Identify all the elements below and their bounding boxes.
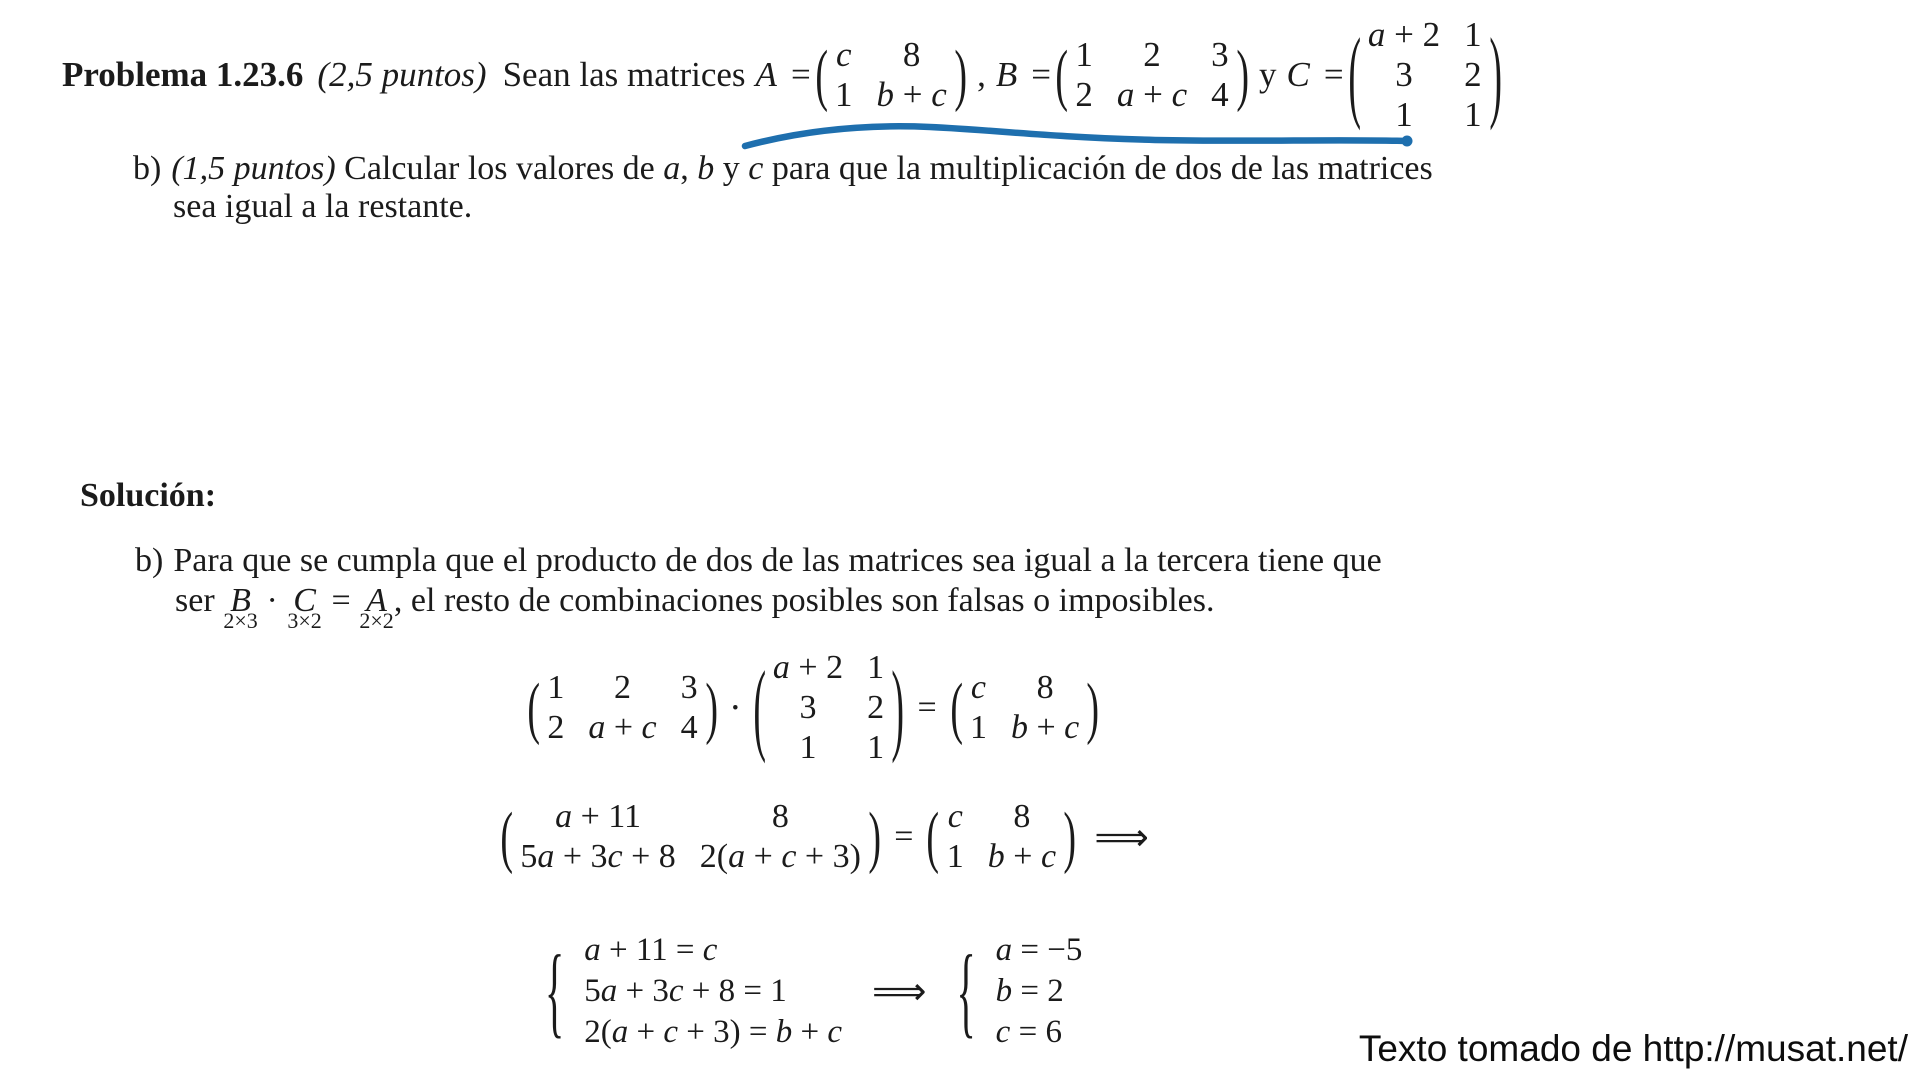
- matrix-c-symbol: C: [293, 582, 316, 619]
- var-c: c: [748, 150, 764, 187]
- matrix-cell: 1: [867, 649, 885, 686]
- item-marker: b): [133, 150, 162, 187]
- matrix-cell: b + c: [876, 75, 947, 114]
- part-points: (1,5 puntos): [171, 150, 336, 187]
- matrix-cell: b + c: [1010, 709, 1080, 746]
- matrix-cell: 3: [1211, 35, 1229, 74]
- matrix-a-symbol: A: [366, 582, 387, 619]
- system-equation: 2(a + c + 3) = b + c: [584, 1014, 842, 1050]
- equals-sign: =: [894, 818, 914, 855]
- matrix-cell: 8: [1013, 798, 1031, 835]
- matrix-cell: 2: [547, 709, 565, 746]
- matrix-cell: a + c: [1116, 75, 1188, 114]
- equation-system: [545, 930, 1082, 1053]
- comma: ,: [680, 150, 689, 187]
- problem-title: Problema 1.23.6: [62, 55, 304, 94]
- matrix-cell: 1: [1075, 35, 1093, 74]
- matrix-c-with-dim: [287, 581, 322, 633]
- system-equation: 5a + 3c + 8 = 1: [584, 973, 787, 1009]
- matrix-a-cells: [947, 797, 1056, 877]
- question-part-b: [133, 150, 1433, 226]
- equals-sign: =: [917, 689, 937, 726]
- multiplication-dot: ·: [728, 687, 742, 729]
- equation-expanded: [500, 797, 1149, 877]
- matrix-cell: 1: [1464, 95, 1482, 134]
- matrix-cell: c: [947, 798, 963, 835]
- left-paren: (: [926, 797, 940, 875]
- matrix-cell: 2(a + c + 3): [699, 838, 861, 875]
- matrix-cell: a + 11: [555, 798, 642, 835]
- matrix-cell: 8: [902, 35, 921, 74]
- matrix-cell: 3: [680, 669, 698, 706]
- matrix-cell: 1: [969, 709, 987, 746]
- source-watermark: Texto tomado de http://musat.net/: [1358, 1028, 1908, 1069]
- matrix-cell: 3: [1395, 55, 1413, 94]
- left-paren: (: [1347, 15, 1361, 132]
- matrix-cell: c: [970, 669, 986, 706]
- right-paren: ): [954, 35, 967, 113]
- matrix-b-symbol: B: [995, 55, 1018, 94]
- equals-sign: =: [1031, 55, 1052, 94]
- solution-line-2: [175, 581, 1382, 633]
- right-paren: ): [1063, 797, 1077, 875]
- matrix-cell: 1: [946, 838, 964, 875]
- product-result-matrix: [500, 797, 881, 877]
- matrix-cell: 1: [547, 669, 565, 706]
- left-paren: (: [527, 668, 540, 746]
- matrix-cell: a + c: [588, 709, 657, 746]
- dimension-label: 3×2: [287, 608, 322, 633]
- stroke-end-blob: [1402, 136, 1413, 147]
- right-paren: ): [1489, 15, 1502, 132]
- intro-text: Sean las matrices: [502, 55, 746, 94]
- result-value: b = 2: [995, 973, 1064, 1009]
- matrix-cell: 1: [835, 75, 853, 114]
- solution-line-1: [135, 541, 1382, 581]
- equation-product: [527, 648, 1100, 768]
- left-paren: (: [752, 648, 766, 765]
- matrix-cell: a + 2: [1367, 15, 1441, 54]
- matrix-a-symbol: A: [755, 55, 777, 94]
- left-paren: (: [1055, 35, 1069, 113]
- right-paren: ): [891, 648, 905, 765]
- equals-sign: =: [331, 582, 351, 619]
- matrix-cell: 1: [867, 729, 885, 766]
- left-brace: {: [545, 932, 565, 1048]
- matrix-c: [753, 648, 905, 768]
- right-paren: ): [868, 797, 881, 875]
- matrix-b: [527, 668, 718, 748]
- multiplication-dot: ·: [266, 582, 278, 619]
- matrix-cell: 8: [1036, 669, 1054, 706]
- right-paren: ): [1086, 668, 1100, 746]
- left-paren: (: [815, 35, 828, 113]
- matrix-a-cells: [970, 668, 1079, 748]
- left-paren: (: [949, 668, 963, 746]
- matrix-a: [926, 797, 1076, 877]
- var-b: b: [697, 150, 715, 187]
- question-text: para que la multiplicación de dos de las matrices: [771, 150, 1433, 187]
- matrix-cell: c: [835, 35, 852, 74]
- conjunction: y: [1258, 55, 1277, 94]
- matrix-cell: 2: [1075, 75, 1093, 114]
- comma: ,: [977, 55, 986, 94]
- implies-arrow: ⟹: [871, 969, 927, 1013]
- dimension-label: 2×2: [359, 608, 394, 633]
- equals-sign: =: [1323, 55, 1344, 94]
- result-value: c = 6: [995, 1014, 1062, 1050]
- matrix-cell: 8: [771, 798, 789, 835]
- right-paren: ): [704, 668, 718, 746]
- item-marker: b): [135, 542, 164, 579]
- product-result-cells: [520, 797, 861, 877]
- matrix-cell: 1: [799, 729, 817, 766]
- matrix-cell: 3: [799, 689, 817, 726]
- left-brace: {: [956, 932, 976, 1048]
- matrix-cell: 4: [680, 709, 698, 746]
- right-paren: ): [1235, 35, 1249, 113]
- conjunction: y: [722, 150, 740, 187]
- matrix-cell: b + c: [987, 838, 1057, 875]
- question-line-1: [133, 150, 1433, 188]
- matrix-cell: 2: [867, 689, 885, 726]
- matrix-c-symbol: C: [1286, 55, 1310, 94]
- solution-part-b: [135, 541, 1382, 633]
- system-equation: a + 11 = c: [584, 932, 718, 968]
- implies-arrow: ⟹: [1094, 815, 1149, 859]
- solution-text: ser: [175, 582, 215, 619]
- matrix-cell: 4: [1211, 75, 1229, 114]
- left-paren: (: [500, 797, 513, 875]
- system-results: [996, 930, 1083, 1053]
- matrix-cell: 2: [613, 669, 631, 706]
- solution-text: Para que se cumpla que el producto de dos de las matrices sea igual a la tercera tiene que: [173, 542, 1382, 579]
- problem-points: (2,5 puntos): [317, 55, 487, 94]
- matrix-cell: 1: [1464, 15, 1482, 54]
- matrix-cell: 5a + 3c + 8: [520, 838, 676, 875]
- matrix-b-with-dim: [223, 581, 258, 633]
- solution-heading: Solución:: [80, 477, 217, 514]
- solution-text: , el resto de combinaciones posibles son falsas o imposibles.: [393, 582, 1215, 619]
- matrix-c-cells: [773, 648, 884, 768]
- system-equations: [584, 930, 842, 1053]
- matrix-cell: 2: [1464, 55, 1482, 94]
- matrix-a-with-dim: [359, 581, 394, 633]
- equals-sign: =: [790, 55, 811, 94]
- var-a: a: [663, 150, 681, 187]
- matrix-cell: 2: [1143, 35, 1161, 74]
- dimension-label: 2×3: [223, 608, 258, 633]
- matrix-a: [950, 668, 1100, 748]
- matrix-b-symbol: B: [230, 582, 251, 619]
- matrix-cell: 1: [1395, 95, 1413, 134]
- question-text: Calcular los valores de: [344, 150, 655, 187]
- matrix-cell: a + 2: [772, 649, 844, 686]
- result-value: a = −5: [995, 932, 1083, 968]
- matrix-b-cells: [547, 668, 697, 748]
- question-line-2: sea igual a la restante.: [173, 188, 473, 225]
